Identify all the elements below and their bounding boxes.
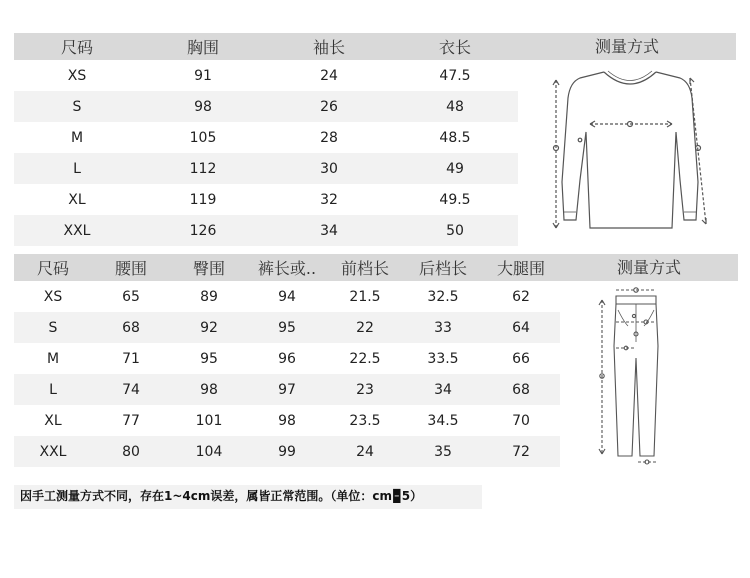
top-table-cell: M — [70, 129, 84, 146]
bottom-table-cell: 98 — [170, 374, 248, 405]
top-table-row — [14, 60, 518, 91]
bottom-table-cell: 68 — [92, 312, 170, 343]
bottom-table-cell: XXL — [14, 436, 92, 467]
bottom-table-cell: 71 — [122, 350, 140, 367]
top-table-cell: 30 — [266, 153, 392, 184]
top-table-row — [14, 153, 518, 184]
top-table-cell: XXL — [14, 215, 140, 246]
bottom-table-cell: 33 — [404, 312, 482, 343]
top-header-length: 衣长 — [392, 33, 518, 60]
bottom-table-row — [14, 405, 560, 436]
bottom-header-pant-length: 裤长或.. — [248, 254, 326, 281]
bottom-table-cell: 68 — [482, 374, 560, 405]
bottom-table-cell: 34.5 — [427, 412, 459, 429]
bottom-table-row — [14, 312, 560, 343]
bottom-table-cell: 64 — [482, 312, 560, 343]
top-table-cell: S — [14, 91, 140, 122]
bottom-header-back-rise: 后档长 — [404, 254, 482, 281]
bottom-table-cell: 95 — [248, 312, 326, 343]
top-table-cell: 26 — [266, 91, 392, 122]
top-table-cell: 119 — [189, 191, 217, 208]
bottom-header-hip: 臀围 — [170, 254, 248, 281]
top-table-cell: 91 — [194, 67, 212, 84]
bottom-table-cell: 95 — [200, 350, 218, 367]
bottom-table-row — [14, 374, 560, 405]
bottom-table-cell: 72 — [482, 436, 560, 467]
bottom-table-cell: 97 — [248, 374, 326, 405]
bottom-table-cell: 70 — [512, 412, 530, 429]
bottom-size-table — [14, 254, 560, 467]
top-header-sleeve: 袖长 — [266, 33, 392, 60]
bottom-table-cell: 101 — [195, 412, 223, 429]
bottom-table-cell: 77 — [122, 412, 140, 429]
top-measure-header: 测量方式 — [518, 33, 736, 60]
bottom-table-body — [14, 281, 560, 467]
bottom-table-cell: 65 — [122, 288, 140, 305]
bottom-table-cell: 35 — [404, 436, 482, 467]
bottom-table-cell: 62 — [512, 288, 530, 305]
bottom-table-cell: 24 — [326, 436, 404, 467]
bottom-table-cell: 32.5 — [427, 288, 459, 305]
bottom-table-row — [14, 436, 560, 467]
bottom-header-size: 尺码 — [14, 254, 92, 281]
bottom-table-cell: 80 — [92, 436, 170, 467]
bottom-table-cell: M — [46, 350, 60, 367]
top-table-row — [14, 122, 518, 153]
top-header-size: 尺码 — [14, 33, 140, 60]
bottom-table-row — [14, 343, 560, 374]
top-table-cell: 32 — [320, 191, 338, 208]
top-table-cell: 112 — [140, 153, 266, 184]
top-size-table — [14, 33, 518, 246]
bottom-table-cell: 98 — [278, 412, 296, 429]
top-table-cell: 50 — [392, 215, 518, 246]
bottom-table-cell: 104 — [170, 436, 248, 467]
top-table-cell: 24 — [320, 67, 338, 84]
bottom-table-cell: 94 — [278, 288, 296, 305]
top-table-cell: XS — [67, 67, 87, 84]
pants-measurement-illustration — [594, 286, 674, 468]
bottom-table-cell: 99 — [248, 436, 326, 467]
bottom-table-cell: 89 — [200, 288, 218, 305]
bottom-header-thigh: 大腿围 — [482, 254, 560, 281]
bottom-table-cell: 92 — [170, 312, 248, 343]
top-table-header-row — [14, 33, 518, 60]
top-table-cell: 48 — [392, 91, 518, 122]
shirt-measurement-illustration — [540, 62, 720, 238]
top-table-cell: 98 — [140, 91, 266, 122]
top-table-cell: 126 — [140, 215, 266, 246]
top-table-row — [14, 215, 518, 246]
bottom-table-cell: 23.5 — [349, 412, 381, 429]
bottom-table-cell: 23 — [326, 374, 404, 405]
top-table-cell: XL — [68, 191, 86, 208]
bottom-table-row — [14, 281, 560, 312]
measurement-note: 因手工测量方式不同，存在1~4cm误差，属皆正常范围。（单位：cm🁢5） — [14, 485, 482, 509]
bottom-table-cell: 22.5 — [349, 350, 381, 367]
top-table-cell: 47.5 — [439, 67, 471, 84]
bottom-table-cell: 96 — [278, 350, 296, 367]
bottom-header-front-rise: 前档长 — [326, 254, 404, 281]
top-table-cell: 48.5 — [439, 129, 471, 146]
bottom-table-cell: L — [14, 374, 92, 405]
top-table-body — [14, 60, 518, 246]
bottom-table-cell: 66 — [512, 350, 530, 367]
top-table-cell: 49 — [392, 153, 518, 184]
bottom-table-cell: XL — [44, 412, 62, 429]
top-table-cell: 34 — [266, 215, 392, 246]
bottom-table-cell: 74 — [92, 374, 170, 405]
bottom-table-cell: S — [14, 312, 92, 343]
bottom-table-cell: 22 — [326, 312, 404, 343]
bottom-table-header-row — [14, 254, 560, 281]
top-header-chest: 胸围 — [140, 33, 266, 60]
bottom-table-cell: 21.5 — [349, 288, 381, 305]
top-table-cell: 28 — [320, 129, 338, 146]
bottom-table-cell: 33.5 — [427, 350, 459, 367]
bottom-table-cell: 34 — [404, 374, 482, 405]
top-table-cell: L — [14, 153, 140, 184]
bottom-measure-header: 测量方式 — [560, 254, 738, 281]
top-table-row — [14, 91, 518, 122]
top-table-cell: 105 — [189, 129, 217, 146]
bottom-header-waist: 腰围 — [92, 254, 170, 281]
top-table-cell: 49.5 — [439, 191, 471, 208]
bottom-table-cell: XS — [43, 288, 63, 305]
top-table-row — [14, 184, 518, 215]
